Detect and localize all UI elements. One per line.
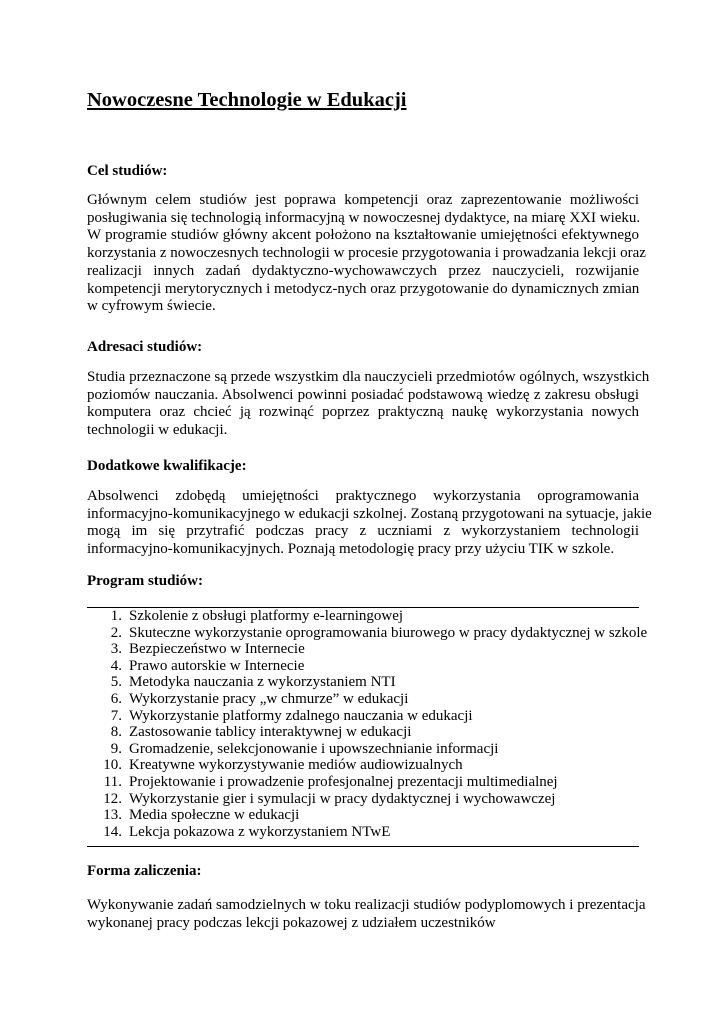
list-item-text: Prawo autorskie w Internecie [129,657,305,674]
list-item-text: Projektowanie i prowadzenie profesjonalnej prezentacji multimedialnej [129,773,558,790]
list-item-number: 13. [103,807,122,824]
paragraph-line: poziomów nauczania. Absolwenci powinni posiadać podstawową wiedzę z zakresu obsługi [87,386,639,403]
document-title: Nowoczesne Technologie w Edukacji [87,89,407,111]
list-item-text: Wykorzystanie pracy „w chmurze” w edukacji [129,690,409,707]
list-item-number: 11. [103,773,122,790]
paragraph-line: w cyfrowym świecie. [87,298,216,315]
list-item-number: 8. [110,724,122,741]
list-item-text: Wykorzystanie platformy zdalnego nauczania w edukacji [129,707,473,724]
section-body-adresaci [87,369,650,440]
list-item-number: 5. [110,674,122,691]
list-item-number: 12. [103,790,122,807]
paragraph-line: Głównym celem studiów jest poprawa kompetencji oraz zaprezentowanie możliwości [87,192,639,208]
section-body-zaliczenie [87,897,646,932]
paragraph-line: Absolwenci zdobędą umiejętności praktycznego wykorzystania oprogramowania [87,488,639,504]
paragraph-line: informacyjno-komunikacyjnych. Poznają metodologię pracy przy użyciu TIK w szkole. [87,541,615,558]
paragraph-line: posługiwania się technologią informacyjną w nowoczesnej dydaktyce, na miarę XXI wieku. [87,209,641,226]
section-heading-program: Program studiów: [87,573,203,589]
list-item-text: Gromadzenie, selekcjonowanie i upowszechnianie informacji [129,740,499,757]
section-heading-kwalifikacje: Dodatkowe kwalifikacje: [87,458,247,474]
paragraph-line: realizacji innych zadań dydaktyczno-wychowawczych przez nauczycieli, rozwijanie [87,262,639,279]
section-body-kwalifikacje [87,488,652,559]
program-table [87,607,648,847]
list-item-text: Zastosowanie tablicy interaktywnej w edukacji [129,724,412,741]
list-item-text: Kreatywne wykorzystywanie mediów audiowizualnych [129,757,463,774]
list-item-number: 7. [110,707,122,724]
paragraph-line: wykonanej pracy podczas lekcji pokazowej z udziałem uczestników [87,914,496,931]
list-item-text: Lekcja pokazowa z wykorzystaniem NTwE [129,823,391,840]
list-item-text: Bezpieczeństwo w Internecie [129,641,305,658]
list-item-number: 10. [103,757,122,774]
list-item-text: Szkolenie z obsługi platformy e-learningowej [129,608,404,624]
list-item-number: 9. [110,740,122,757]
paragraph-line: mogą im się przytrafić podczas pracy z uczniami z wykorzystaniem technologii [87,523,639,540]
list-item-number: 1. [110,608,122,624]
paragraph-line: korzystania z nowoczesnych technologii w procesie przygotowania i prowadzania lekcji oraz [87,245,646,262]
paragraph-line: technologii w edukacji. [87,422,228,439]
list-item-number: 4. [110,657,122,674]
section-heading-cel: Cel studiów: [87,163,168,179]
paragraph-line: kompetencji merytorycznych i metodycz-nych oraz przygotowanie do dynamicznych zmian [87,280,640,297]
list-item-text: Media społeczne w edukacji [129,807,300,824]
list-item-text: Skuteczne wykorzystanie oprogramowania biurowego w pracy dydaktycznej w szkole [129,624,648,641]
paragraph-line: komputera oraz chcieć ją rozwinąć poprzez praktyczną naukę wykorzystania nowych [87,404,639,421]
list-item-number: 14. [103,823,122,840]
section-heading-zaliczenie: Forma zaliczenia: [87,863,202,879]
section-heading-adresaci: Adresaci studiów: [87,339,203,355]
list-item-text: Metodyka nauczania z wykorzystaniem NTI [129,674,396,691]
list-item-text: Wykorzystanie gier i symulacji w pracy dydaktycznej i wychowawczej [129,790,556,807]
paragraph-line: Studia przeznaczone są przede wszystkim dla nauczycieli przedmiotów ogólnych, wszystkich [87,369,650,385]
paragraph-line: W programie studiów główny akcent położono na kształtowanie umiejętności efektywnego [87,227,639,244]
list-item-number: 2. [110,624,122,641]
paragraph-line: informacyjno-komunikacyjnego w edukacji szkolnej. Zostaną przygotowani na sytuacje, jakie [87,505,652,522]
section-body-cel [87,192,646,316]
list-item-number: 3. [110,641,122,658]
list-item-number: 6. [110,690,122,707]
paragraph-line: Wykonywanie zadań samodzielnych w toku realizacji studiów podyplomowych i prezentacja [87,897,646,913]
